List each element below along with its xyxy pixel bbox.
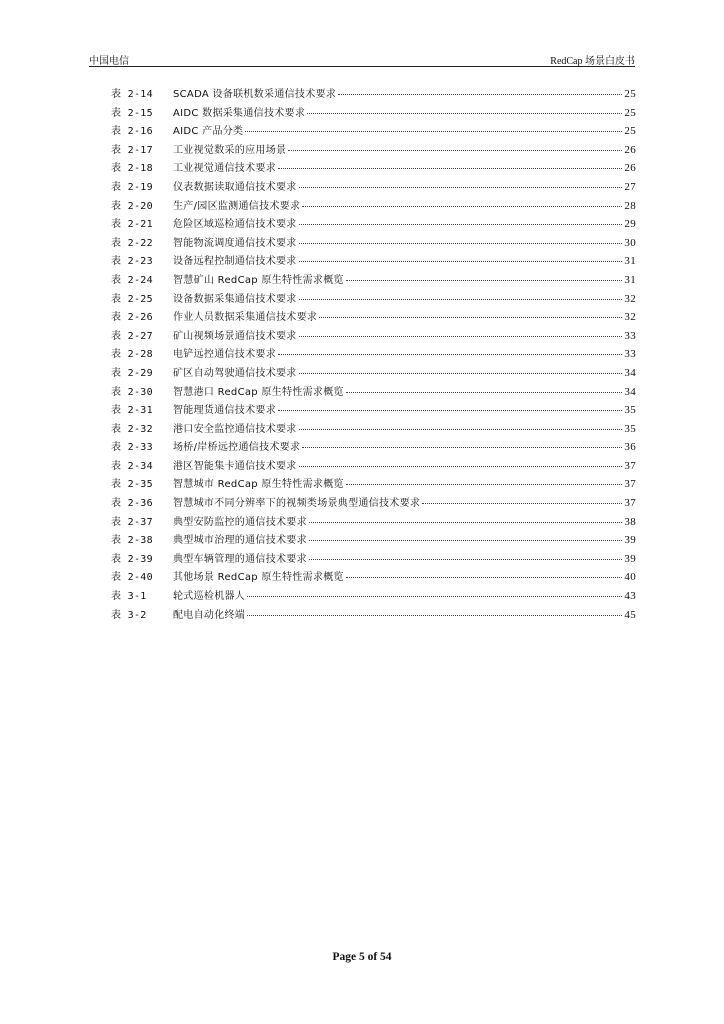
toc-entry[interactable] — [111, 104, 636, 123]
toc-entry-title: 智慧港口 RedCap 原生特性需求概览 — [173, 386, 344, 398]
toc-entry-page: 28 — [624, 199, 636, 212]
toc-dot-leader — [299, 223, 623, 225]
toc-dot-leader — [299, 428, 623, 430]
toc-entry-page: 37 — [624, 459, 636, 472]
header-org-name: 中国电信 — [89, 56, 129, 67]
toc-dot-leader — [299, 260, 623, 262]
toc-dot-leader — [309, 521, 622, 523]
toc-entry[interactable] — [111, 531, 636, 550]
toc-entry[interactable] — [111, 364, 636, 383]
toc-entry-title: 仪表数据读取通信技术要求 — [173, 181, 297, 193]
toc-entry-label: 表 2-17 — [111, 144, 153, 156]
toc-entry-label: 表 2-33 — [111, 442, 153, 454]
toc-entry[interactable] — [111, 234, 636, 253]
toc-entry-label: 表 3-1 — [111, 591, 147, 603]
toc-dot-leader — [278, 167, 622, 169]
header-doc-title: RedCap 场景白皮书 — [550, 56, 635, 67]
toc-entry-title: 配电自动化终端 — [173, 609, 246, 621]
toc-dot-leader — [299, 465, 623, 467]
toc-dot-leader — [302, 446, 622, 448]
toc-entry[interactable] — [111, 457, 636, 476]
toc-entry-page: 31 — [624, 255, 636, 268]
toc-dot-leader — [247, 595, 622, 597]
toc-entry-label: 表 2-18 — [111, 163, 153, 175]
toc-entry-page: 38 — [624, 515, 636, 528]
toc-dot-leader — [278, 409, 622, 411]
toc-dot-leader — [278, 353, 622, 355]
toc-entry-page: 37 — [624, 497, 636, 510]
toc-dot-leader — [422, 502, 622, 504]
toc-dot-leader — [245, 130, 622, 132]
toc-entry-page: 35 — [624, 422, 636, 435]
toc-entry[interactable] — [111, 550, 636, 569]
toc-entry-page: 29 — [624, 218, 636, 231]
toc-entry[interactable] — [111, 401, 636, 420]
toc-dot-leader — [299, 186, 623, 188]
toc-entry-label: 表 2-38 — [111, 535, 153, 547]
toc-entry-title: 港区智能集卡通信技术要求 — [173, 460, 297, 472]
toc-entry-label: 表 2-14 — [111, 89, 153, 100]
toc-entry-title: 智慧城市不同分辨率下的视频类场景典型通信技术要求 — [173, 498, 421, 510]
toc-entry-title: 设备远程控制通信技术要求 — [173, 256, 297, 268]
toc-entry[interactable] — [111, 420, 636, 439]
toc-entry-page: 26 — [624, 162, 636, 175]
toc-entry-label: 表 2-23 — [111, 256, 153, 268]
toc-entry-page: 33 — [624, 348, 636, 361]
toc-entry[interactable] — [111, 85, 636, 104]
toc-entry[interactable] — [111, 290, 636, 309]
toc-entry-label: 表 2-19 — [111, 181, 153, 193]
toc-entry-page: 32 — [624, 311, 636, 324]
toc-dot-leader — [346, 483, 623, 485]
toc-entry-page: 43 — [624, 590, 636, 603]
toc-entry-label: 表 2-16 — [111, 126, 153, 138]
toc-entry-label: 表 2-34 — [111, 460, 153, 472]
toc-dot-leader — [302, 205, 622, 207]
toc-dot-leader — [299, 335, 623, 337]
toc-entry-page: 25 — [624, 125, 636, 138]
toc-entry[interactable] — [111, 383, 636, 402]
toc-dot-leader — [346, 391, 623, 393]
toc-dot-leader — [299, 372, 623, 374]
toc-entry-label: 表 3-2 — [111, 609, 147, 621]
toc-entry[interactable] — [111, 197, 636, 216]
table-of-tables — [111, 85, 636, 624]
toc-entry[interactable] — [111, 606, 636, 625]
toc-entry[interactable] — [111, 271, 636, 290]
toc-entry-title: 矿区自动驾驶通信技术要求 — [173, 367, 297, 379]
toc-dot-leader — [346, 279, 623, 281]
toc-entry-label: 表 2-15 — [111, 107, 153, 119]
toc-entry-title: 其他场景 RedCap 原生特性需求概览 — [173, 572, 344, 584]
toc-entry[interactable] — [111, 587, 636, 606]
toc-entry-page: 34 — [624, 385, 636, 398]
toc-entry-page: 33 — [624, 329, 636, 342]
toc-entry-page: 45 — [624, 608, 636, 621]
toc-entry-page: 26 — [624, 143, 636, 156]
toc-entry-label: 表 2-25 — [111, 293, 153, 305]
toc-entry-label: 表 2-29 — [111, 367, 153, 379]
toc-entry[interactable] — [111, 327, 636, 346]
toc-entry-title: 场桥/岸桥远控通信技术要求 — [173, 442, 301, 454]
page-number-footer: Page 5 of 54 — [332, 951, 392, 963]
toc-entry-label: 表 2-30 — [111, 386, 153, 398]
toc-entry-title: 智慧城市 RedCap 原生特性需求概览 — [173, 479, 344, 491]
toc-entry-label: 表 2-36 — [111, 498, 153, 510]
toc-dot-leader — [288, 149, 622, 151]
toc-entry[interactable] — [111, 494, 636, 513]
toc-entry-title: 智能理货通信技术要求 — [173, 405, 276, 417]
toc-entry-label: 表 2-37 — [111, 516, 153, 528]
toc-entry-title: 作业人员数据采集通信技术要求 — [173, 312, 318, 324]
toc-dot-leader — [299, 298, 623, 300]
toc-entry-title: 智慧矿山 RedCap 原生特性需求概览 — [173, 274, 344, 286]
toc-entry-label: 表 2-24 — [111, 274, 153, 286]
toc-entry-title: 典型城市治理的通信技术要求 — [173, 535, 307, 547]
toc-dot-leader — [299, 242, 623, 244]
toc-entry-label: 表 2-22 — [111, 237, 153, 249]
toc-entry-page: 35 — [624, 404, 636, 417]
toc-entry-label: 表 2-40 — [111, 572, 153, 584]
toc-entry-label: 表 2-31 — [111, 405, 153, 417]
toc-entry[interactable] — [111, 215, 636, 234]
toc-entry-title: 港口安全监控通信技术要求 — [173, 423, 297, 435]
toc-entry-label: 表 2-35 — [111, 479, 153, 491]
toc-entry[interactable] — [111, 308, 636, 327]
toc-entry-page: 27 — [624, 180, 636, 193]
toc-entry-title: 矿山视频场景通信技术要求 — [173, 330, 297, 342]
toc-dot-leader — [346, 576, 623, 578]
toc-entry-title: 危险区域巡检通信技术要求 — [173, 219, 297, 231]
toc-entry-title: 设备数据采集通信技术要求 — [173, 293, 297, 305]
toc-entry[interactable] — [111, 513, 636, 532]
toc-entry-title: 智能物流调度通信技术要求 — [173, 237, 297, 249]
toc-entry[interactable] — [111, 159, 636, 178]
toc-dot-leader — [307, 112, 622, 114]
toc-entry-page: 31 — [624, 273, 636, 286]
toc-entry[interactable] — [111, 438, 636, 457]
toc-entry-page: 40 — [624, 571, 636, 584]
toc-dot-leader — [338, 93, 622, 95]
toc-entry-page: 32 — [624, 292, 636, 305]
toc-entry-title: 典型安防监控的通信技术要求 — [173, 516, 307, 528]
toc-entry-title: 工业视觉通信技术要求 — [173, 163, 276, 175]
toc-entry[interactable] — [111, 252, 636, 271]
toc-entry-page: 36 — [624, 441, 636, 454]
toc-entry-label: 表 2-26 — [111, 312, 153, 324]
toc-entry[interactable] — [111, 178, 636, 197]
toc-entry[interactable] — [111, 568, 636, 587]
toc-entry-label: 表 2-21 — [111, 219, 153, 231]
toc-entry-label: 表 2-28 — [111, 349, 153, 361]
toc-entry-title: 轮式巡检机器人 — [173, 591, 246, 603]
toc-dot-leader — [309, 539, 622, 541]
toc-entry[interactable] — [111, 475, 636, 494]
toc-entry-title: AIDC 产品分类 — [173, 126, 244, 138]
toc-entry-label: 表 2-32 — [111, 423, 153, 435]
toc-entry[interactable] — [111, 141, 636, 160]
toc-entry-page: 39 — [624, 552, 636, 565]
toc-dot-leader — [309, 558, 622, 560]
toc-entry-title: 工业视觉数采的应用场景 — [173, 144, 287, 156]
toc-entry-label: 表 2-39 — [111, 553, 153, 565]
toc-entry-title: 典型车辆管理的通信技术要求 — [173, 553, 307, 565]
toc-entry-page: 25 — [624, 88, 636, 100]
toc-entry-title: SCADA 设备联机数采通信技术要求 — [173, 89, 337, 100]
toc-entry-title: 生产/园区监测通信技术要求 — [173, 200, 301, 212]
toc-entry[interactable] — [111, 122, 636, 141]
toc-entry-page: 37 — [624, 478, 636, 491]
toc-entry[interactable] — [111, 345, 636, 364]
toc-entry-label: 表 2-27 — [111, 330, 153, 342]
toc-entry-page: 25 — [624, 106, 636, 119]
page-header — [89, 50, 635, 67]
toc-entry-label: 表 2-20 — [111, 200, 153, 212]
toc-dot-leader — [319, 316, 622, 318]
toc-entry-page: 34 — [624, 366, 636, 379]
toc-entry-page: 39 — [624, 534, 636, 547]
toc-entry-title: AIDC 数据采集通信技术要求 — [173, 107, 306, 119]
toc-dot-leader — [247, 614, 622, 616]
toc-entry-title: 电铲远控通信技术要求 — [173, 349, 276, 361]
toc-entry-page: 30 — [624, 236, 636, 249]
